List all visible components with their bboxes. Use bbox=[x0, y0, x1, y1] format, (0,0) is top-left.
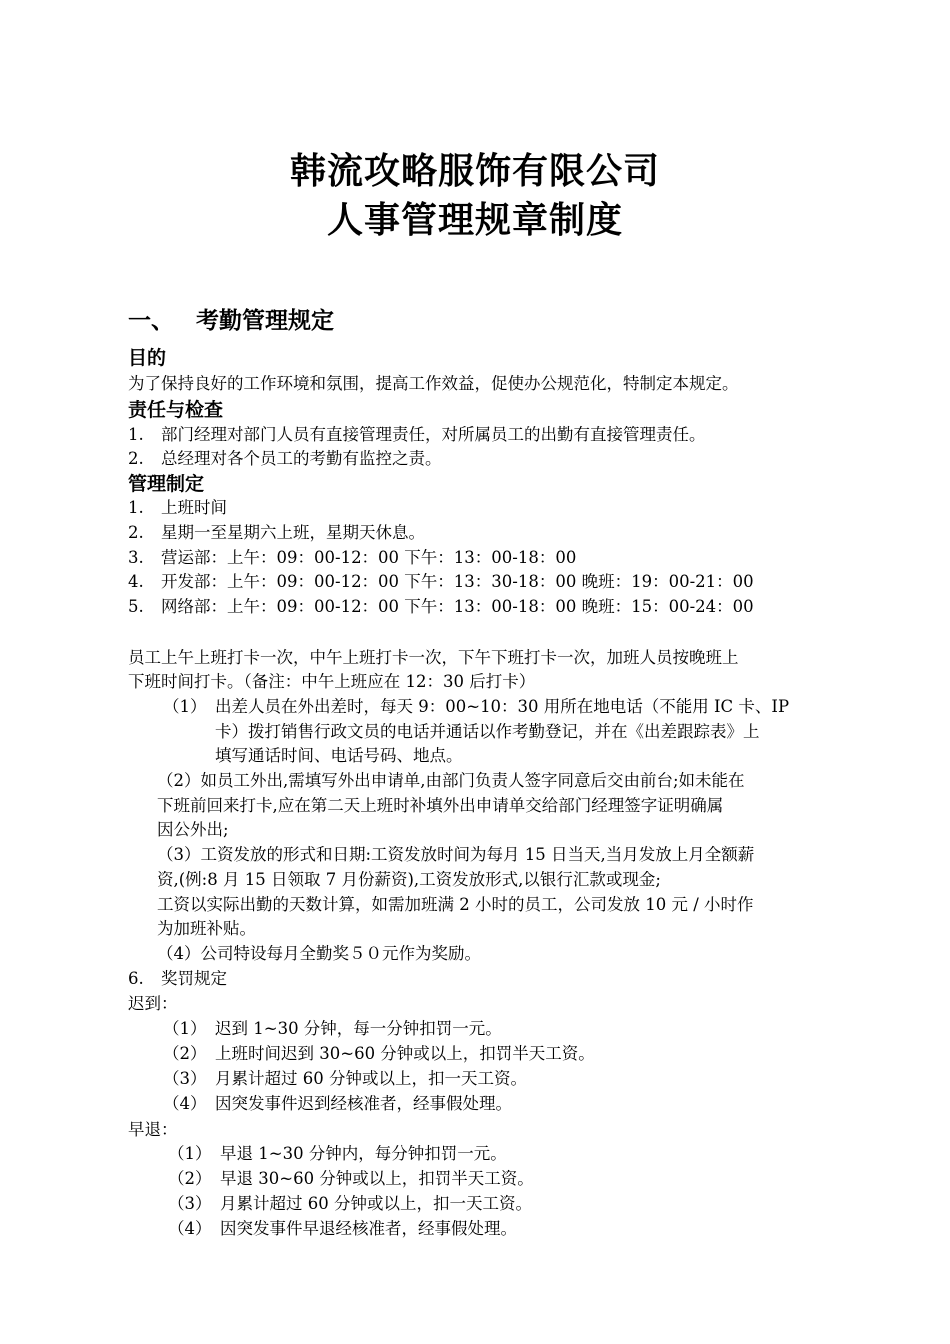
company-title: 韩流攻略服饰有限公司 bbox=[289, 151, 660, 192]
late-label: 迟到： bbox=[128, 994, 178, 1013]
clock-in-paragraph-line: 员工上午上班打卡一次，中午上班打卡一次，下午下班打卡一次，加班人员按晚班上 bbox=[128, 648, 739, 667]
list-number: （1） bbox=[168, 1144, 212, 1163]
paragraph-number: （1） bbox=[163, 697, 207, 716]
list-text: 月累计超过 60 分钟或以上，扣一天工资。 bbox=[215, 1069, 527, 1088]
section-title: 考勤管理规定 bbox=[196, 308, 334, 334]
list-number: 5. bbox=[128, 597, 144, 616]
list-item bbox=[128, 546, 576, 570]
purpose-text: 为了保持良好的工作环境和氛围，提高工作效益，促使办公规范化，特制定本规定。 bbox=[128, 374, 739, 393]
list-item bbox=[128, 496, 227, 520]
list-number: （2） bbox=[168, 1169, 212, 1188]
going-out-paragraph-line: 因公外出; bbox=[157, 820, 229, 839]
list-text: 上班时间迟到 30~60 分钟或以上，扣罚半天工资。 bbox=[215, 1044, 595, 1063]
early-leave-label: 早退： bbox=[128, 1120, 178, 1139]
going-out-paragraph-line: （2）如员工外出,需填写外出申请单,由部门负责人签字同意后交由前台;如未能在 bbox=[157, 771, 745, 790]
list-number: 1. bbox=[128, 425, 144, 444]
list-item bbox=[128, 570, 754, 594]
paragraph-line: 卡）拨打销售行政文员的电话并通话以作考勤登记，并在《出差跟踪表》上 bbox=[215, 722, 760, 741]
list-item bbox=[168, 1192, 532, 1216]
list-text: 开发部：上午：09：00-12：00 下午：13：30-18：00 晚班：19：00-21：00 bbox=[161, 572, 754, 591]
responsibility-heading: 责任与检查 bbox=[128, 399, 224, 421]
list-item bbox=[128, 423, 706, 447]
list-text: 因突发事件迟到经核准者，经事假处理。 bbox=[215, 1094, 512, 1113]
list-number: 2. bbox=[128, 523, 144, 542]
paragraph-line: 填写通话时间、电话号码、地点。 bbox=[215, 746, 463, 765]
list-text: 迟到 1~30 分钟，每一分钟扣罚一元。 bbox=[215, 1019, 502, 1038]
list-item bbox=[168, 1217, 517, 1241]
section-number: 一、 bbox=[128, 308, 174, 334]
list-text: 营运部：上午：09：00-12：00 下午：13：00-18：00 bbox=[161, 548, 577, 567]
list-item bbox=[128, 967, 227, 991]
paragraph-line: 出差人员在外出差时，每天 9：00~10：30 用所在地电话（不能用 IC 卡、IP bbox=[215, 697, 790, 716]
list-text: 早退 1~30 分钟内，每分钟扣罚一元。 bbox=[220, 1144, 507, 1163]
section-heading bbox=[128, 304, 334, 338]
list-number: （2） bbox=[163, 1044, 207, 1063]
list-item bbox=[128, 595, 754, 619]
salary-date-paragraph-line: 资,(例:8 月 15 日领取 7 月份薪资),工资发放形式,以银行汇款或现金; bbox=[157, 870, 661, 889]
list-item bbox=[163, 1017, 502, 1041]
list-item bbox=[128, 447, 442, 471]
list-item bbox=[168, 1167, 534, 1191]
list-number: 2. bbox=[128, 449, 144, 468]
overtime-paragraph-line: 为加班补贴。 bbox=[157, 919, 256, 938]
list-number: 1. bbox=[128, 498, 144, 517]
list-item bbox=[168, 1142, 507, 1166]
document-title: 人事管理规章制度 bbox=[326, 200, 623, 241]
salary-date-paragraph-line: （3）工资发放的形式和日期:工资发放时间为每月 15 日当天,当月发放上月全额薪 bbox=[157, 845, 755, 864]
management-heading: 管理制定 bbox=[128, 473, 205, 495]
attendance-bonus-paragraph: （4）公司特设每月全勤奖５０元作为奖励。 bbox=[157, 944, 481, 963]
business-trip-paragraph bbox=[163, 695, 789, 719]
list-number: （3） bbox=[168, 1194, 212, 1213]
list-text: 总经理对各个员工的考勤有监控之责。 bbox=[161, 449, 442, 468]
list-text: 早退 30~60 分钟或以上，扣罚半天工资。 bbox=[220, 1169, 534, 1188]
list-text: 星期一至星期六上班，星期天休息。 bbox=[161, 523, 425, 542]
going-out-paragraph-line: 下班前回来打卡,应在第二天上班时补填外出申请单交给部门经理签字证明确属 bbox=[157, 796, 724, 815]
list-item bbox=[128, 521, 425, 545]
list-text: 上班时间 bbox=[161, 498, 227, 517]
list-number: 6. bbox=[128, 969, 144, 988]
overtime-paragraph-line: 工资以实际出勤的天数计算，如需加班满 2 小时的员工，公司发放 10 元 / 小时作 bbox=[157, 895, 754, 914]
list-item bbox=[163, 1092, 512, 1116]
list-text: 部门经理对部门人员有直接管理责任，对所属员工的出勤有直接管理责任。 bbox=[161, 425, 706, 444]
list-number: 3. bbox=[128, 548, 144, 567]
list-item bbox=[163, 1042, 595, 1066]
list-text: 月累计超过 60 分钟或以上，扣一天工资。 bbox=[220, 1194, 532, 1213]
list-text: 奖罚规定 bbox=[161, 969, 227, 988]
list-item bbox=[163, 1067, 527, 1091]
list-text: 网络部：上午：09：00-12：00 下午：13：00-18：00 晚班：15：00-24：00 bbox=[161, 597, 754, 616]
list-number: （4） bbox=[168, 1219, 212, 1238]
list-number: （3） bbox=[163, 1069, 207, 1088]
list-text: 因突发事件早退经核准者，经事假处理。 bbox=[220, 1219, 517, 1238]
list-number: （4） bbox=[163, 1094, 207, 1113]
list-number: 4. bbox=[128, 572, 144, 591]
purpose-heading: 目的 bbox=[128, 347, 167, 369]
list-number: （1） bbox=[163, 1019, 207, 1038]
clock-in-paragraph-line: 下班时间打卡。（备注：中午上班应在 12：30 后打卡） bbox=[128, 672, 536, 691]
